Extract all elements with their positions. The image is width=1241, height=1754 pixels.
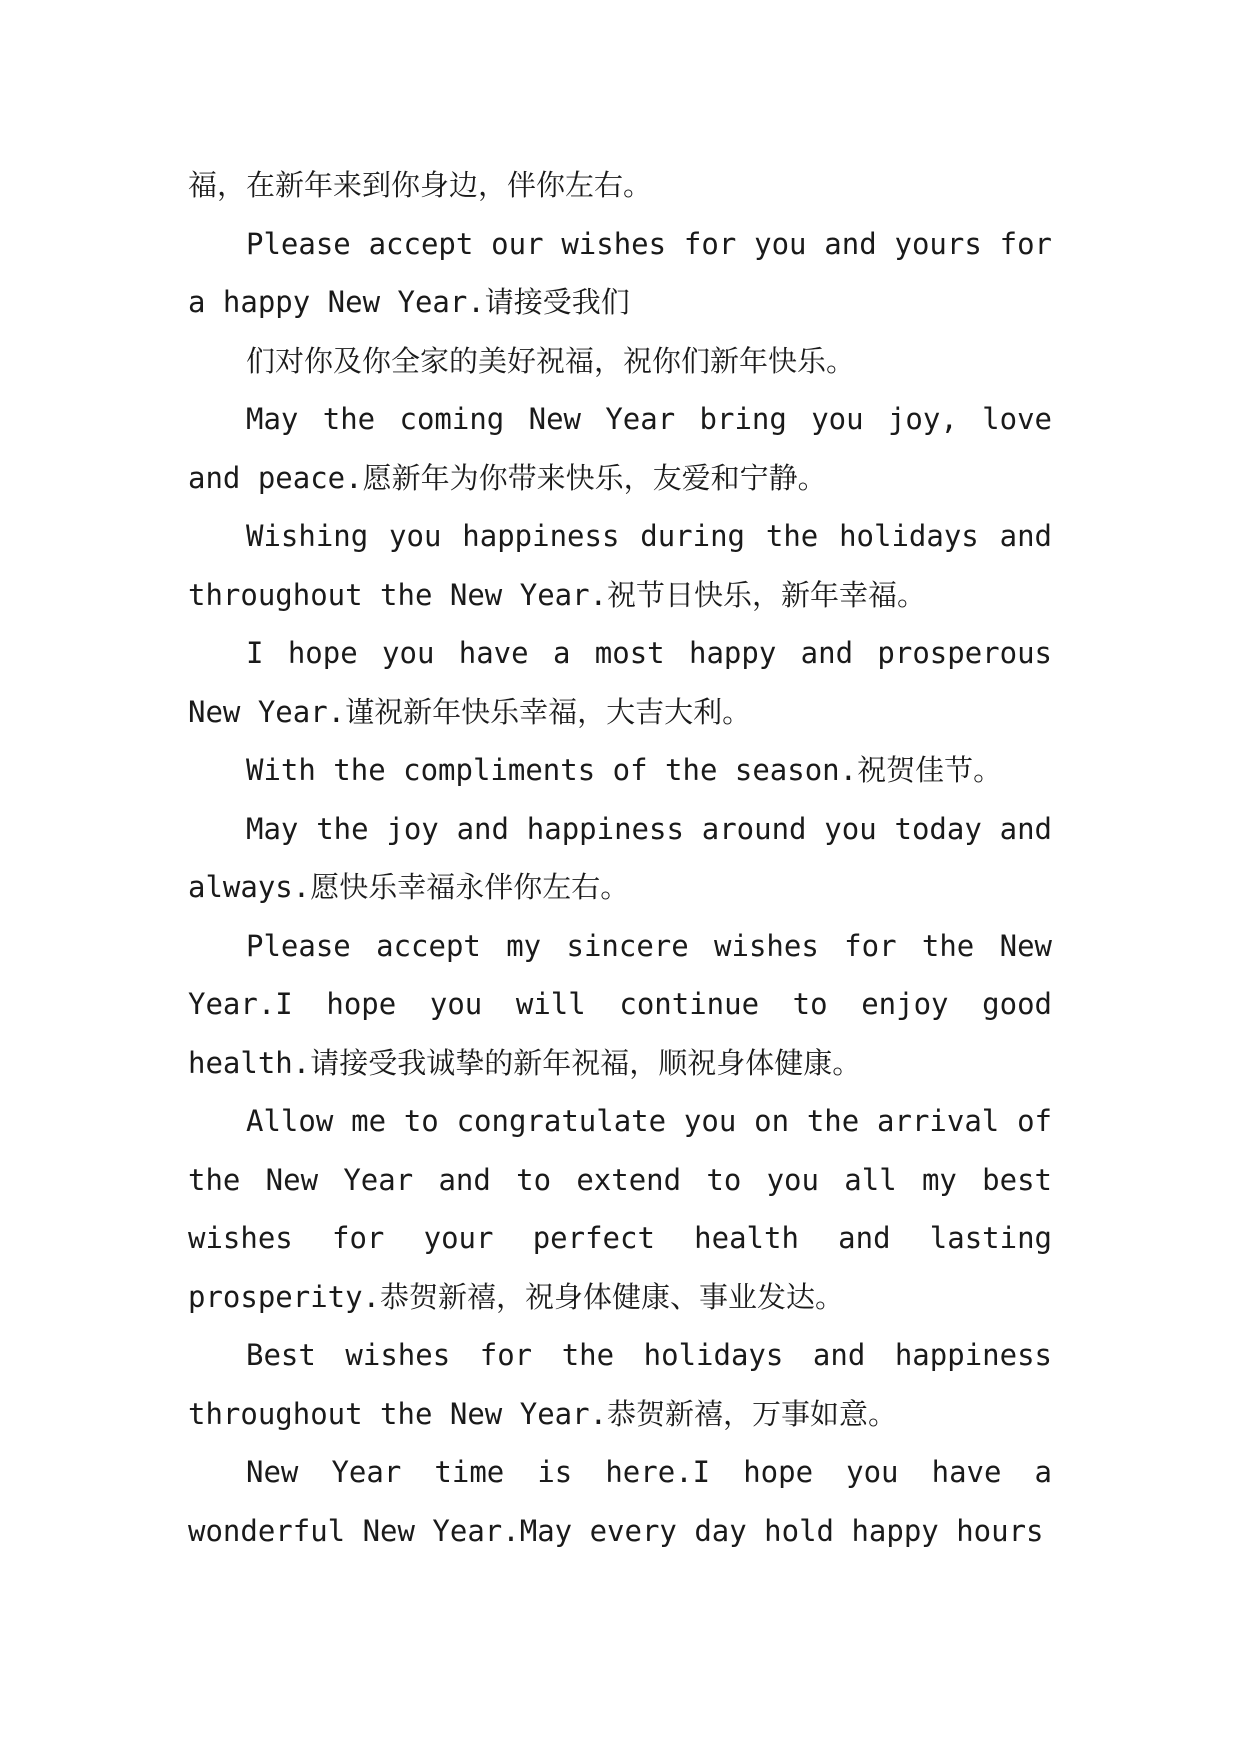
paragraph: New Year time is here.I hope you have a wonderful New Year.May every day hold happy hours [188,1455,1052,1548]
paragraph: May the joy and happiness around you today and always.愿快乐幸福永伴你左右。 [188,811,1052,904]
paragraph: 福，在新年来到你身边，伴你左右。 [188,168,653,202]
paragraph: Please accept our wishes for you and yours for a happy New Year.请接受我们 [188,226,1052,319]
paragraph: Best wishes for the holidays and happiness throughout the New Year.恭贺新禧，万事如意。 [188,1338,1052,1431]
paragraph: May the coming New Year bring you joy, love and peace.愿新年为你带来快乐，友爱和宁静。 [188,402,1052,495]
paragraph: Allow me to congratulate you on the arrival of the New Year and to extend to you all my best wishes for your perfect health and lasting prosperity.恭贺新禧，祝身体健康、事业发达。 [188,1104,1052,1314]
paragraph: Please accept my sincere wishes for the New Year.I hope you will continue to enjoy good health.请接受我诚挚的新年祝福，顺祝身体健康。 [188,928,1052,1080]
paragraph: I hope you have a most happy and prosperous New Year.谨祝新年快乐幸福，大吉大利。 [188,636,1052,729]
document-body [188,156,1052,1560]
paragraph: 们对你及你全家的美好祝福，祝你们新年快乐。 [246,343,856,378]
paragraph: Wishing you happiness during the holidays and throughout the New Year.祝节日快乐，新年幸福。 [188,519,1052,612]
paragraph: With the compliments of the season.祝贺佳节。 [246,753,1003,787]
